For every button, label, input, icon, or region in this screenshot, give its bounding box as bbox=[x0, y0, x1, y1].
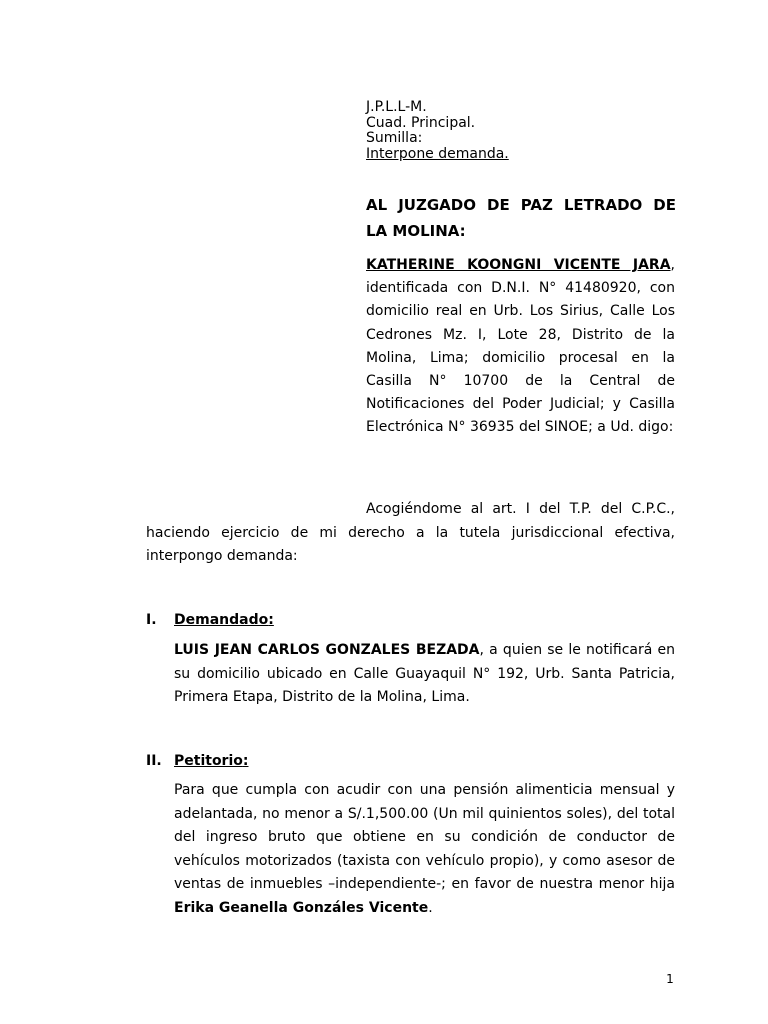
petition-end: . bbox=[428, 899, 433, 916]
section-heading-defendant bbox=[146, 610, 446, 630]
page-number: 1 bbox=[666, 972, 674, 986]
plaintiff-paragraph bbox=[366, 254, 675, 440]
petition-text: Para que cumpla con acudir con una pensión alimenticia mensual y adelantada, no menor a S/.1,500.00 (Un mil quinientos soles), del total del ingreso bruto que obtiene en su condición de conductor de vehículos motorizados (taxista con vehículo propio), y como asesor de ventas de inmuebles –independiente-; en favor de nuestra menor hija bbox=[174, 782, 675, 892]
summary-label: Sumilla: bbox=[366, 130, 423, 146]
section-heading-petition bbox=[146, 751, 446, 771]
court-code: J.P.L.L-M. bbox=[366, 99, 427, 115]
addressee bbox=[366, 192, 676, 244]
section-title: Petitorio: bbox=[174, 753, 249, 769]
addressee-line-1: AL JUZGADO DE PAZ LETRADO DE bbox=[366, 196, 676, 214]
plaintiff-name: KATHERINE KOONGNI VICENTE JARA bbox=[366, 257, 671, 273]
section-title: Demandado: bbox=[174, 612, 274, 628]
plaintiff-details: , identificada con D.N.I. N° 41480920, con domicilio real en Urb. Los Sirius, Calle Los Cedrones Mz. I, Lote 28, Distrito de la Molina, Lima; domicilio procesal en la Casilla N° 10700 de la Central de Notificaciones del Poder Judicial; y Casilla Electrónica N° 36935 del SINOE; a Ud. digo: bbox=[366, 257, 675, 436]
intro-paragraph: Acogiéndome al art. I del T.P. del C.P.C., haciendo ejercicio de mi derecho a la tutela jurisdiccional efectiva, interpongo demanda: bbox=[146, 501, 675, 564]
defendant-details: , a quien se le notificará en su domicilio ubicado en Calle Guayaquil N° 192, Urb. Santa Patricia, Primera Etapa, Distrito de la Molina, Lima. bbox=[174, 642, 675, 705]
defendant-name: LUIS JEAN CARLOS GONZALES BEZADA bbox=[174, 642, 480, 658]
section-body-petition bbox=[174, 779, 675, 920]
addressee-line-2: LA MOLINA: bbox=[366, 222, 466, 240]
section-body-defendant bbox=[174, 639, 675, 710]
notebook-label: Cuad. Principal. bbox=[366, 114, 476, 131]
summary-text: Interpone demanda. bbox=[366, 145, 509, 162]
section-number: I. bbox=[146, 612, 157, 628]
section-number: II. bbox=[146, 753, 162, 769]
minor-name: Erika Geanella Gonzáles Vicente bbox=[174, 899, 429, 916]
document-header bbox=[366, 100, 666, 162]
